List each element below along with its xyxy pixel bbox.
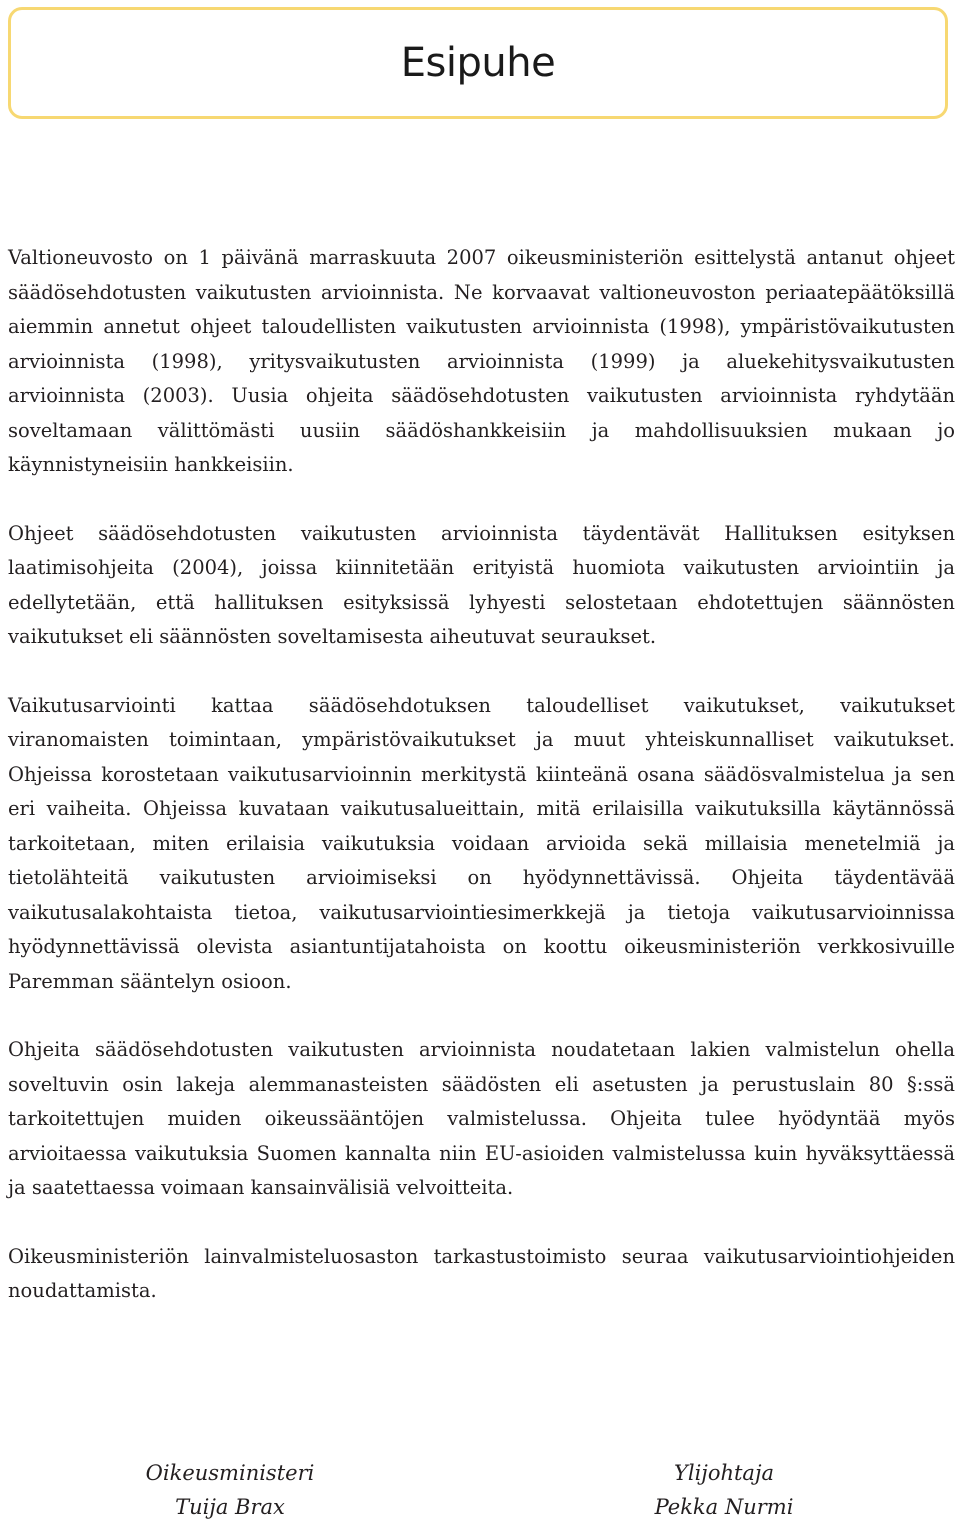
paragraph-4: Ohjeita säädösehdotusten vaikutusten arvioinnista noudatetaan lakien valmistelun ohella soveltuvin osin lakeja alemmanasteisten säädösten eli asetusten ja perustuslain 80 §:ssä tarkoitettujen muiden oikeussääntöjen valmistelussa. Ohjeita tulee hyödyntää myös arvioitaessa vaikutuksia Suomen kannalta niin EU-asioiden valmistelussa kuin hyväksyttäessä ja saatettaessa voimaan kansainvälisiä velvoitteita. xyxy=(8,1038,955,1199)
signature-right-name: Pekka Nurmi xyxy=(654,1495,794,1519)
signature-left-role: Oikeusministeri xyxy=(145,1461,315,1485)
paragraph-3: Vaikutusarviointi kattaa säädösehdotuksen taloudelliset vaikutukset, vaikutukset viranomaisten toimintaan, ympäristövaikutukset ja muut yhteiskunnalliset vaikutukset. Ohjeissa korostetaan vaikutusarvioinnin merkitystä kiinteänä osana säädösvalmistelua ja sen eri vaiheita. Ohjeissa kuvataan vaikutusalueittain, mitä erilaisilla vaikutuksilla käytännössä tarkoitetaan, miten erilaisia vaikutuksia voidaan arvioida sekä millaisia menetelmiä ja tietolähteitä vaikutusten arvioimiseksi on hyödynnettävissä. Ohjeita täydentävää vaikutusalakohtaista tietoa, vaikutusarviointiesimerkkejä ja tietoja vaikutusarvioinnissa hyödynnettävissä olevista asiantuntijatahoista on koottu oikeusministeriön verkkosivuille Paremman sääntelyn osioon. xyxy=(8,693,955,993)
paragraph-2: Ohjeet säädösehdotusten vaikutusten arvioinnista täydentävät Hallituksen esityksen laatimisohjeita (2004), joissa kiinnitetään erityistä huomiota vaikutusten arviointiin ja edellytetään, että hallituksen esityksissä lyhyesti selostetaan ehdotettujen säännösten vaikutukset eli säännösten soveltamisesta aiheutuvat seuraukset. xyxy=(8,521,955,648)
signature-left-name: Tuija Brax xyxy=(175,1495,285,1519)
paragraph-1: Valtioneuvosto on 1 päivänä marraskuuta 2007 oikeusministeriön esittelystä antanut ohjeet säädösehdotusten vaikutusten arvioinnista. Ne korvaavat valtioneuvoston periaatepäätöksillä aiemmin annetut ohjeet taloudellisten vaikutusten arvioinnista (1998), ympäristövaikutusten arvioinnista (1998), yritysvaikutusten arvioinnista (1999) ja aluekehitysvaikutusten arvioinnista (2003). Uusia ohjeita säädösehdotusten vaikutusten arvioinnista ryhdytään soveltamaan välittömästi uusiin säädöshankkeisiin ja mahdollisuuksien mukaan jo käynnistyneisiin hankkeisiin. xyxy=(8,246,955,476)
title-box xyxy=(8,7,948,119)
signature-right xyxy=(594,1456,854,1524)
signatures xyxy=(0,1456,960,1519)
page-title: Esipuhe xyxy=(400,40,556,86)
paragraph-5: Oikeusministeriön lainvalmisteluosaston tarkastustoimisto seuraa vaikutusarviointiohjeiden noudattamista. xyxy=(8,1244,955,1302)
signature-right-role: Ylijohtaja xyxy=(674,1461,774,1485)
signature-left xyxy=(100,1456,360,1524)
preface-body xyxy=(8,241,955,1343)
